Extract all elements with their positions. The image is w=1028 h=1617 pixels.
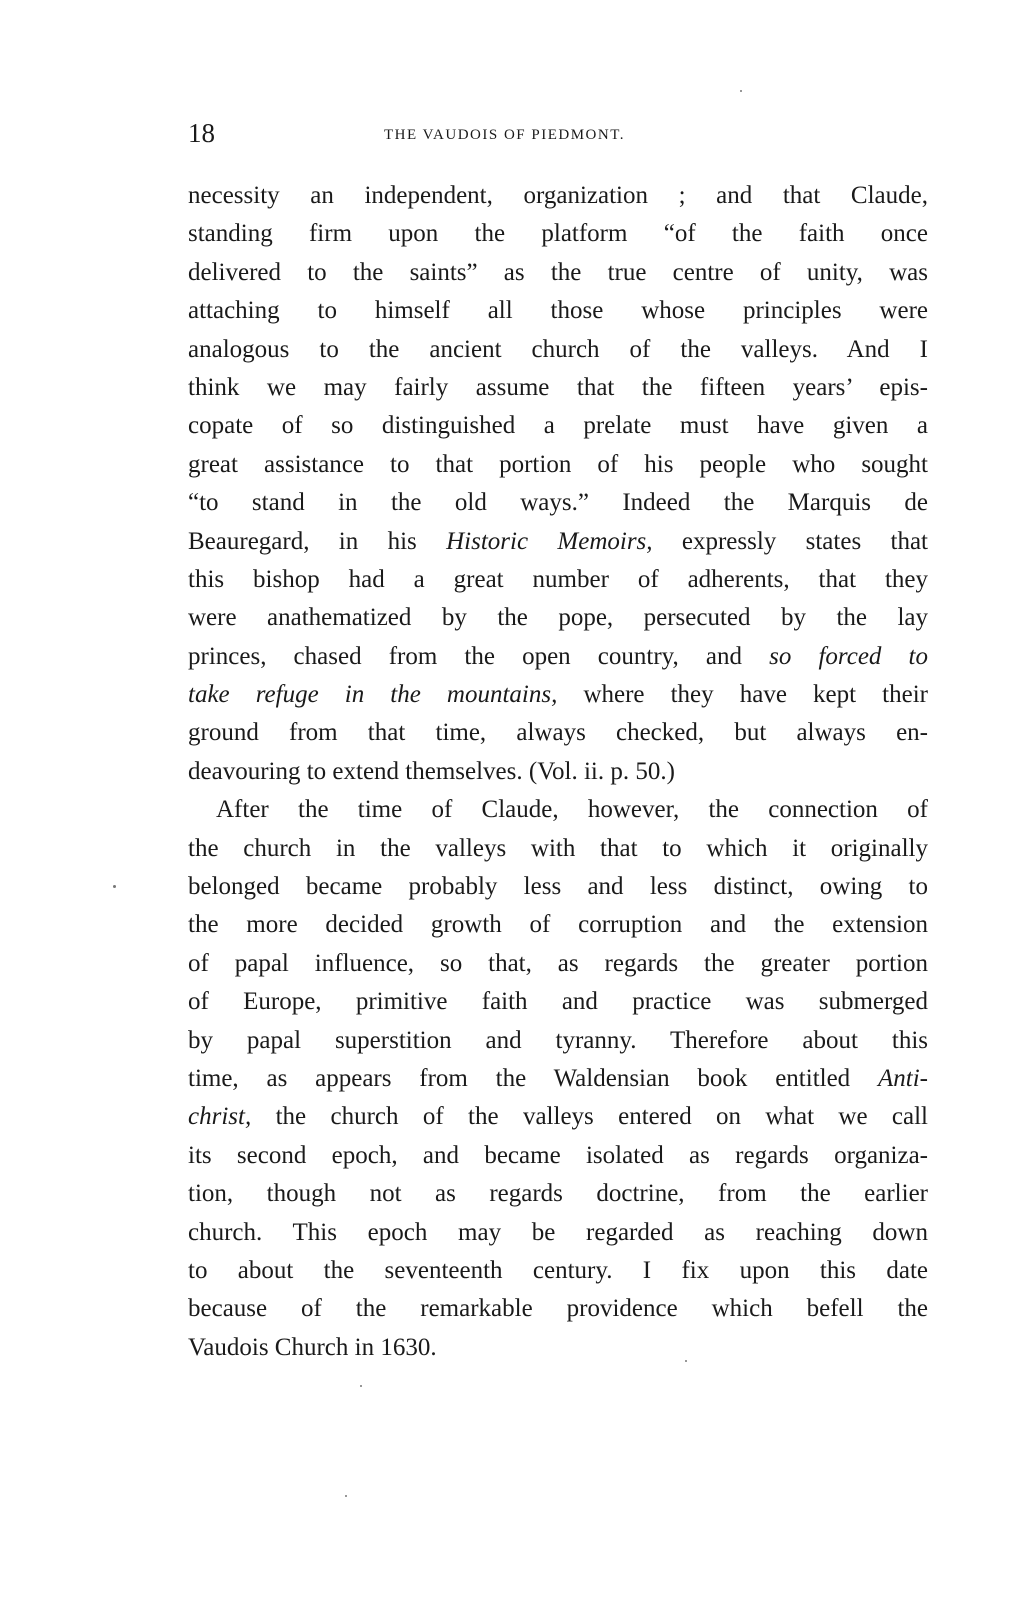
text-line: deavouring to extend themselves. (Vol. ii. p. 50.) bbox=[188, 757, 675, 785]
italic-emphasis: take refuge in the mountains, bbox=[188, 681, 558, 709]
text-line: because of the remarkable providence which befell the bbox=[188, 1295, 928, 1323]
paragraph-1 bbox=[188, 177, 928, 791]
page-number: 18 bbox=[188, 118, 215, 148]
text-line: to about the seventeenth century. I fix upon this date bbox=[188, 1256, 928, 1284]
text-line: by papal superstition and tyranny. Therefore about this bbox=[188, 1026, 928, 1054]
text-line: tion, though not as regards doctrine, from the earlier bbox=[188, 1180, 928, 1208]
text-line: “to stand in the old ways.” Indeed the Marquis de bbox=[188, 489, 928, 517]
text-line: great assistance to that portion of his people who sought bbox=[188, 450, 928, 478]
paragraph-2 bbox=[188, 791, 928, 1367]
text-line: christ, the church of the valleys entered on what we call bbox=[188, 1103, 928, 1131]
text-line: were anathematized by the pope, persecuted by the lay bbox=[188, 604, 928, 632]
text-line: ground from that time, always checked, but always en- bbox=[188, 719, 928, 747]
scan-speck bbox=[685, 1360, 687, 1362]
text-line: belonged became probably less and less distinct, owing to bbox=[188, 873, 928, 901]
text-line: time, as appears from the Waldensian book entitled Anti- bbox=[188, 1064, 928, 1092]
text-line: attaching to himself all those whose principles were bbox=[188, 297, 928, 325]
text-line: After the time of Claude, however, the connection of bbox=[216, 796, 928, 824]
text-line: its second epoch, and became isolated as regards organiza- bbox=[188, 1141, 928, 1169]
text-line: necessity an independent, organization ; and that Claude, bbox=[188, 182, 928, 209]
text-line: Vaudois Church in 1630. bbox=[188, 1333, 437, 1361]
text-line: princes, chased from the open country, and so forced to bbox=[188, 642, 928, 670]
scan-speck bbox=[740, 90, 742, 92]
text-line: church. This epoch may be regarded as reaching down bbox=[188, 1218, 928, 1246]
italic-emphasis: so forced to bbox=[769, 642, 928, 670]
running-title: THE VAUDOIS OF PIEDMONT. bbox=[384, 127, 626, 143]
text-line: copate of so distinguished a prelate must have given a bbox=[188, 412, 928, 440]
scan-speck bbox=[345, 1495, 347, 1497]
text-line: the more decided growth of corruption and the extension bbox=[188, 911, 928, 939]
text-line: this bishop had a great number of adherents, that they bbox=[188, 565, 928, 593]
body-text bbox=[188, 177, 928, 1367]
text-line: of papal influence, so that, as regards the greater portion bbox=[188, 949, 928, 977]
text-line: Beauregard, in his Historic Memoirs, expressly states that bbox=[188, 527, 929, 555]
scan-speck bbox=[113, 885, 116, 888]
text-line: standing firm upon the platform “of the faith once bbox=[188, 220, 928, 248]
running-head bbox=[188, 118, 928, 158]
text-line: the church in the valleys with that to which it originally bbox=[188, 834, 928, 862]
text-line: take refuge in the mountains, where they have kept their bbox=[188, 681, 928, 709]
text-line: of Europe, primitive faith and practice was submerged bbox=[188, 988, 928, 1016]
text-line: think we may fairly assume that the fifteen years’ epis- bbox=[188, 373, 928, 401]
scan-speck bbox=[360, 1385, 362, 1387]
italic-title: christ, bbox=[188, 1103, 252, 1131]
italic-title: Historic Memoirs, bbox=[446, 527, 653, 555]
text-line: delivered to the saints” as the true centre of unity, was bbox=[188, 258, 928, 286]
text-line: analogous to the ancient church of the valleys. And I bbox=[188, 335, 928, 363]
italic-title: Anti- bbox=[878, 1064, 928, 1092]
